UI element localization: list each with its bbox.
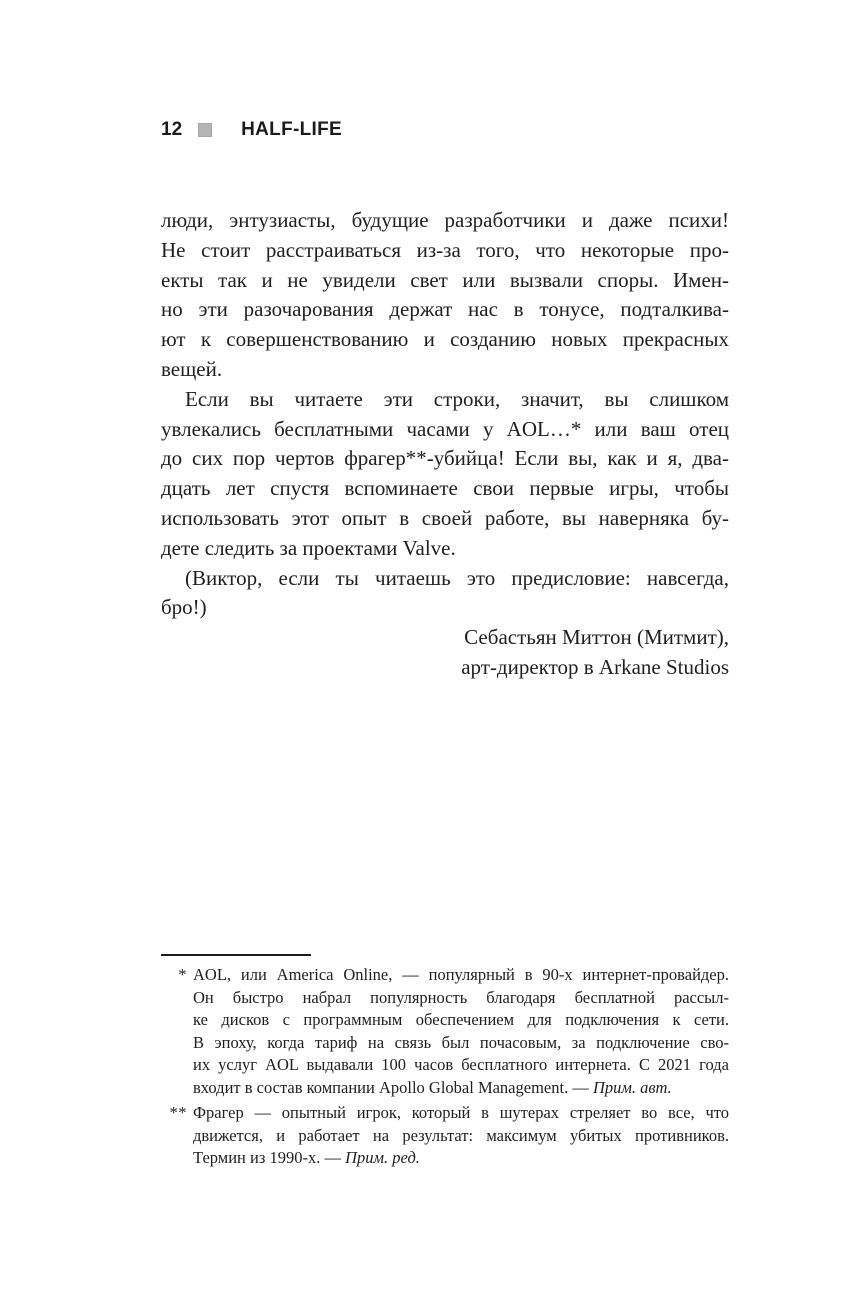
- body-line: вещей.: [161, 356, 223, 381]
- body-line: Если вы читаете эти строки, значит, вы слишком: [185, 386, 729, 411]
- body-line: Не стоит расстраиваться из-за того, что некоторые про-: [161, 237, 729, 262]
- footnote-segment: Он быстро набрал популярность благодаря бесплатной рассыл-: [193, 987, 729, 1007]
- footnote-marker: *: [178, 965, 187, 984]
- body-line: бро!): [161, 595, 207, 620]
- footnote-attribution: Прим. ред.: [345, 1148, 420, 1167]
- footnotes-section: [161, 954, 729, 1170]
- footnote-line: [193, 1102, 729, 1125]
- footnote-line: [193, 1032, 729, 1055]
- footnote-item: [161, 1102, 729, 1170]
- body-line: увлекались бесплатными часами у AOL…* или ваш отец: [161, 416, 729, 441]
- footnote-list: [161, 964, 729, 1170]
- footnote-segment: движется, и работает на результат: максимум убитых противников.: [193, 1125, 729, 1145]
- footnote-text: [193, 1102, 729, 1170]
- footnote-rule: [161, 954, 311, 956]
- body-line: (Виктор, если ты читаешь это предисловие: навсегда,: [185, 565, 729, 590]
- body-text-block: [161, 206, 729, 683]
- footnote-line: [193, 964, 729, 987]
- footnote-line: [193, 1147, 729, 1170]
- body-line: екты так и не увидели свет или вызвали споры. Имен-: [161, 267, 729, 292]
- body-line: до сих пор чертов фрагер**-убийца! Если вы, как и я, два-: [161, 446, 729, 471]
- footnote-line: [193, 987, 729, 1010]
- footnote-segment: В эпоху, когда тариф на связь был почасовым, за подключение сво-: [193, 1032, 729, 1052]
- footnote-line: [193, 1054, 729, 1077]
- footnote-marker: **: [169, 1103, 187, 1122]
- running-header: [161, 121, 342, 138]
- body-line: ют к совершенствованию и созданию новых прекрасных: [161, 327, 729, 352]
- signature-line: арт-директор в Arkane Studios: [461, 654, 729, 679]
- footnote-attribution: Прим. авт.: [592, 1077, 672, 1097]
- body-line: дцать лет спустя вспоминаете свои первые игры, чтобы: [161, 476, 729, 501]
- footnote-segment: их услуг AOL выдавали 100 часов бесплатного интернета. С 2021 года: [193, 1055, 729, 1074]
- footnote-segment: Термин из 1990-х. —: [193, 1148, 346, 1167]
- footnote-line: [193, 1009, 729, 1032]
- body-line: использовать этот опыт в своей работе, вы наверняка бу-: [161, 505, 729, 530]
- page-number: 12: [161, 119, 183, 140]
- body-line: дете следить за проектами Valve.: [161, 535, 456, 560]
- signature-line: Себастьян Миттон (Митмит),: [464, 625, 729, 650]
- footnote-text: [193, 964, 729, 1099]
- running-title: HALF-LIFE: [241, 119, 342, 140]
- footnote-line: [193, 1077, 729, 1100]
- body-line: но эти разочарования держат нас в тонусе, подталкива-: [161, 297, 729, 322]
- footnote-segment: Фрагер — опытный игрок, который в шутерах стреляет во все, что: [193, 1103, 729, 1122]
- body-line: люди, энтузиасты, будущие разработчики и даже психи!: [161, 208, 729, 232]
- footnote-item: [161, 964, 729, 1099]
- footnote-line: [193, 1125, 729, 1148]
- footnote-segment: AOL, или America Online, — популярный в 90-х интернет-провайдер.: [193, 965, 729, 984]
- footnote-segment: ке дисков с программным обеспечением для подключения к сети.: [193, 1010, 729, 1029]
- footnote-segment: входит в состав компании Apollo Global Management. —: [193, 1077, 593, 1097]
- section-square-icon: [198, 123, 212, 137]
